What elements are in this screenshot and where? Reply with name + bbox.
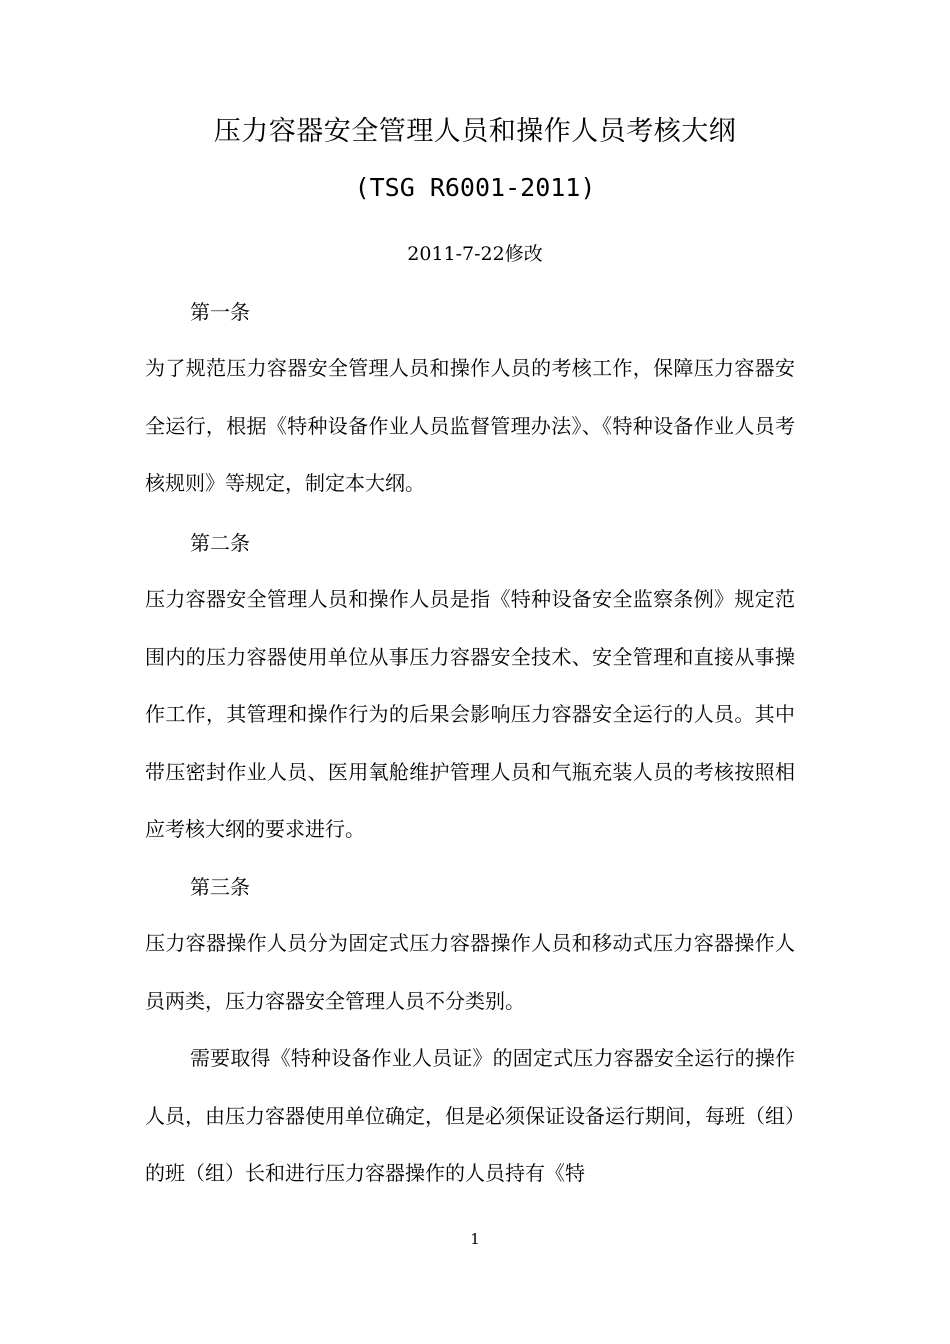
revision-date: 2011-7-22修改	[407, 243, 543, 265]
article-2-text: 压力容器安全管理人员和操作人员是指《特种设备安全监察条例》规定范围内的压力容器使用单位从事压力容器安全技术、安全管理和直接从事操作工作，其管理和操作行为的后果会影响压力容器安全运行的人员。其中带压密封作业人员、医用氧舱维护管理人员和气瓶充装人员的考核按照相应考核大纲的要求进行。	[145, 587, 795, 842]
page-number: 1	[470, 1230, 480, 1248]
document-code: (TSG R6001-2011)	[354, 173, 596, 202]
article-1-text: 为了规范压力容器安全管理人员和操作人员的考核工作，保障压力容器安全运行，根据《特种设备作业人员监督管理办法》、《特种设备作业人员考核规则》等规定，制定本大纲。	[145, 356, 795, 496]
article-3-text: 压力容器操作人员分为固定式压力容器操作人员和移动式压力容器操作人员两类，压力容器安全管理人员不分类别。	[145, 931, 795, 1013]
article-3-text-2: 需要取得《特种设备作业人员证》的固定式压力容器安全运行的操作人员，由压力容器使用单位确定，但是必须保证设备运行期间，每班（组）的班（组）长和进行压力容器操作的人员持有《特	[145, 1046, 795, 1186]
article-3-heading: 第三条	[190, 875, 250, 899]
article-2-heading: 第二条	[190, 531, 250, 555]
document-title: 压力容器安全管理人员和操作人员考核大纲	[213, 116, 737, 147]
article-1-heading: 第一条	[190, 300, 250, 324]
